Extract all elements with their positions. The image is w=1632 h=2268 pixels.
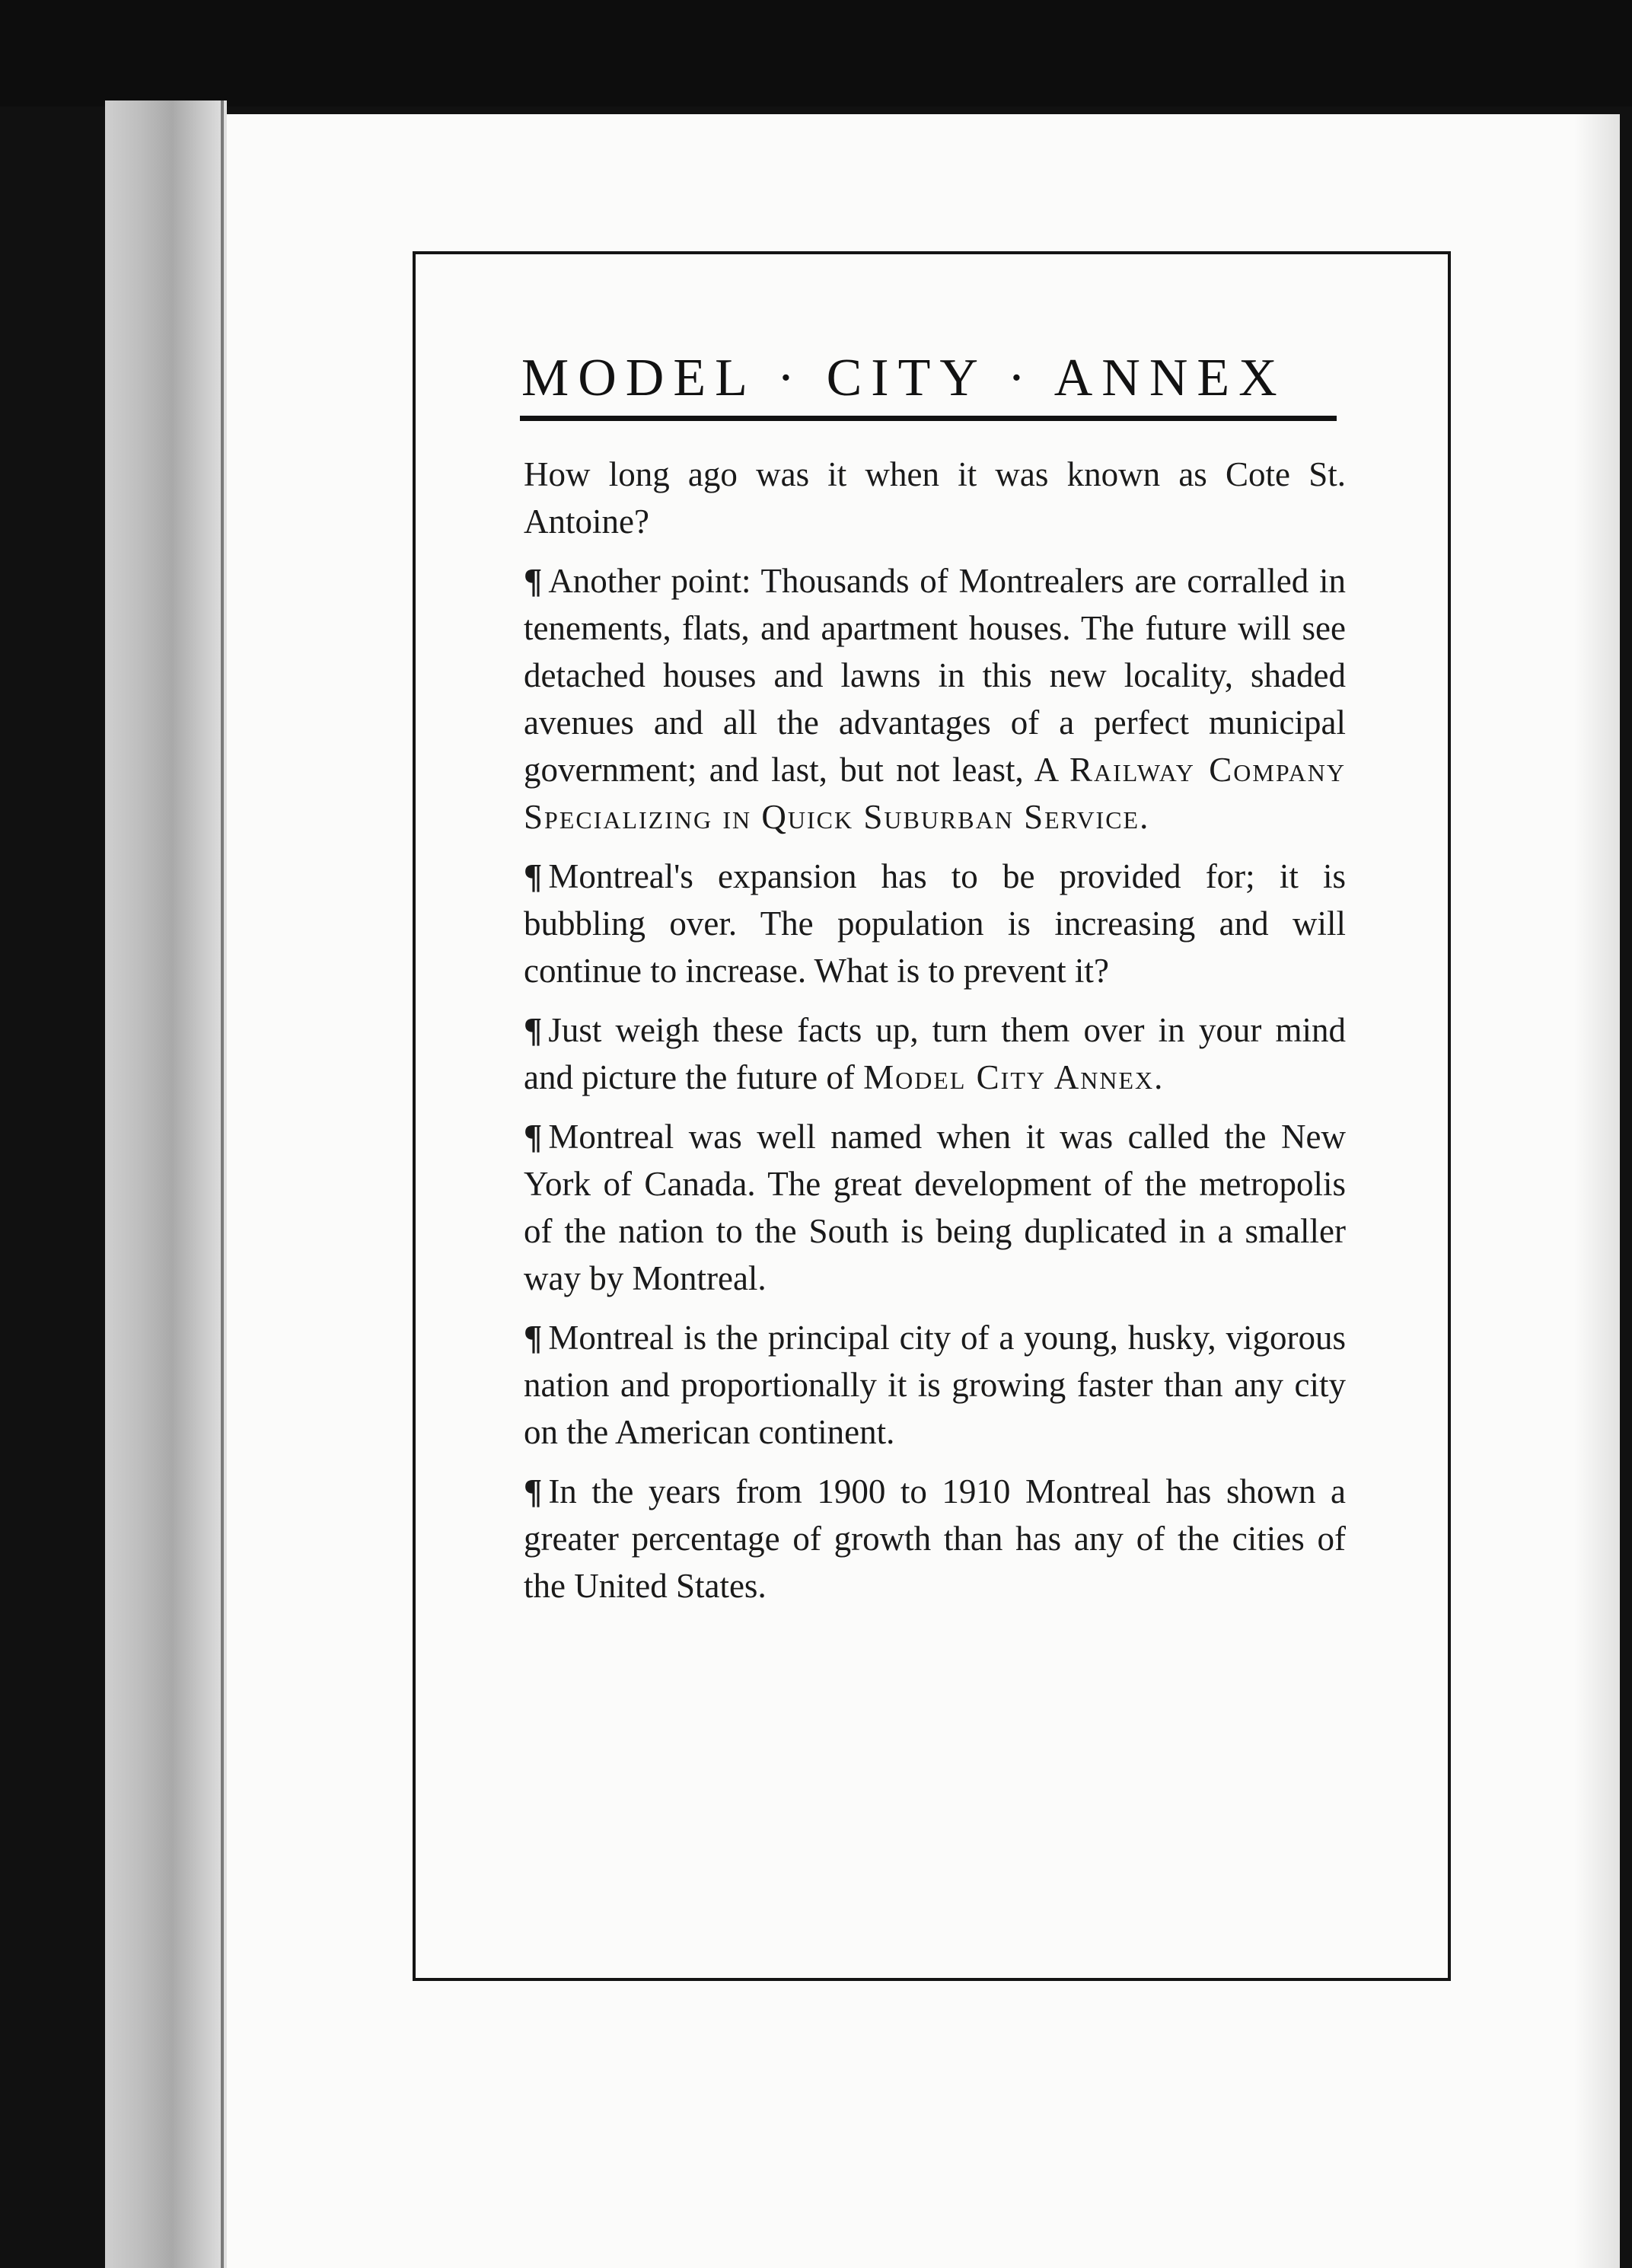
page-shadow bbox=[1574, 114, 1620, 2268]
paragraph bbox=[524, 1314, 1346, 1456]
paragraph-mark-icon: ¶ bbox=[524, 1118, 543, 1156]
paragraph-text: How long ago was it when it was known as Cote St. Antoine? bbox=[524, 455, 1346, 541]
paragraph bbox=[524, 1113, 1346, 1302]
small-caps-text: Model City Annex. bbox=[863, 1058, 1165, 1096]
paragraph-text: Just weigh these facts up, turn them over in your mind and picture the future of bbox=[524, 1011, 1346, 1096]
book-edge-line bbox=[221, 100, 224, 2268]
paragraph-mark-icon: ¶ bbox=[524, 1472, 543, 1510]
body-text bbox=[524, 451, 1346, 1622]
title-rule bbox=[520, 416, 1337, 421]
paragraph bbox=[524, 1006, 1346, 1101]
paragraph-text: Another point: Thousands of Montrealers are corralled in tenements, flats, and apartment houses. The future will see detached houses and lawns in this new locality, shaded avenues and all the advantages of a perfect municipal government; and last, but not least, A bbox=[524, 562, 1346, 789]
paragraph-text: Montreal's expansion has to be provided for; it is bubbling over. The population is increasing and will continue to increase. What is to prevent it? bbox=[524, 857, 1346, 990]
page-title: MODEL · CITY · ANNEX bbox=[521, 349, 1286, 407]
scan-background bbox=[0, 0, 1632, 107]
paragraph-mark-icon: ¶ bbox=[524, 1319, 543, 1357]
book-edge bbox=[105, 100, 227, 2268]
paragraph bbox=[524, 853, 1346, 994]
paragraph-mark-icon: ¶ bbox=[524, 562, 543, 600]
paragraph-mark-icon: ¶ bbox=[524, 1011, 543, 1049]
paragraph-mark-icon: ¶ bbox=[524, 857, 543, 895]
paragraph bbox=[524, 451, 1346, 545]
paragraph-text: Montreal was well named when it was called the New York of Canada. The great development of the metropolis of the nation to the South is being duplicated in a smaller way by Montreal. bbox=[524, 1118, 1346, 1297]
paragraph bbox=[524, 1468, 1346, 1609]
paragraph bbox=[524, 557, 1346, 841]
paragraph-text: In the years from 1900 to 1910 Montreal has shown a greater percentage of growth than has any of the cities of the United States. bbox=[524, 1472, 1346, 1605]
paragraph-text: Montreal is the principal city of a young, husky, vigorous nation and proportionally it is growing faster than any city on the American continent. bbox=[524, 1319, 1346, 1451]
small-caps-text: Railway Company Specializing in Quick Suburban Service. bbox=[524, 751, 1347, 836]
